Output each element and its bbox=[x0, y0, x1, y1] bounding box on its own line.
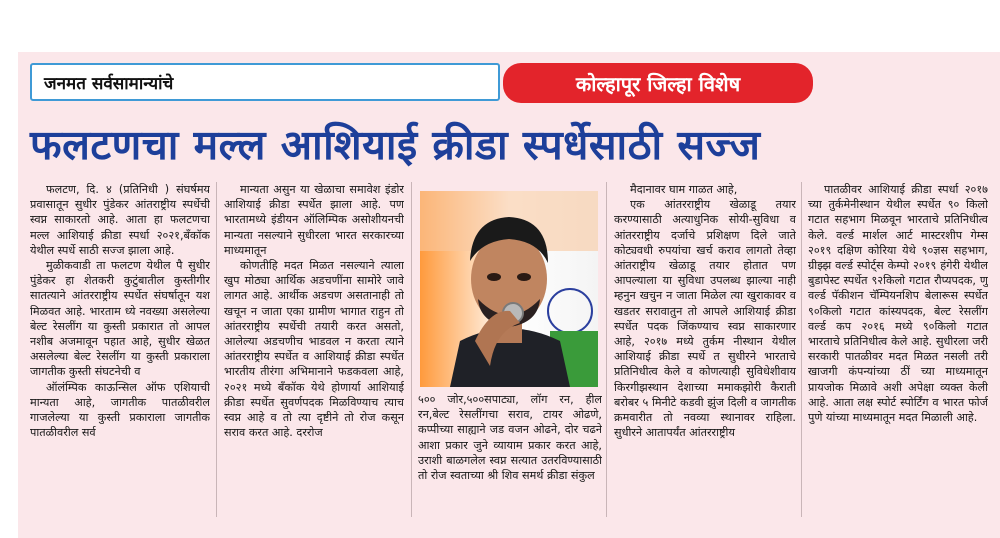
special-section-label: कोल्हापूर जिल्हा विशेष bbox=[575, 72, 741, 96]
section-label: जनमत सर्वसामान्यांचे bbox=[44, 74, 174, 94]
paragraph: मान्यता असुन या खेळाचा समावेश इंडोर आशियाई क्रीडा स्पर्धेत झाला आहे. पण भारतामध्ये इंडीयन ऑलिम्पिक असोशीयनची मान्यता नसल्याने सुधीरला भारत सरकारच्या माध्यमातून bbox=[224, 183, 404, 257]
column-divider bbox=[801, 182, 802, 517]
article-column-4 bbox=[808, 182, 988, 517]
paragraph: फलटण, दि. ४ (प्रतिनिधी ) संघर्षमय प्रवासातून सुधीर पुंडेकर आंतराष्ट्रीय स्पर्धेची स्वप्न साकारतो आहे. आता हा फलटणचा मल्ल आशियाई क्रीडा स्पर्धा २०२१,बँकॉक येथील स्पर्धे साठी सज्ज झाला आहे. bbox=[30, 183, 210, 257]
portrait-illustration bbox=[420, 191, 598, 387]
column-divider bbox=[606, 182, 607, 517]
paragraph: मैदानावर घाम गाळत आहे, bbox=[630, 183, 738, 196]
photo-caption-text: ५०० जोर,५००सपाट्या, लॉग रन, हील रन,बेल्ट रेसलींगचा सराव, टायर ओढणे, कप्पीच्या साह्याने जड वजन ओढने, दोर चढने आशा प्रकार जुने व्यायाम प्रकार करत आहे, उराशी बाळगलेल स्वप्न सत्यात उतरविण्यासाठी तो रोज स्वताच्या श्री शिव समर्थ क्रीडा संकुल bbox=[418, 393, 602, 483]
paragraph: पातळीवर आशियाई क्रीडा स्पर्धा २०१७ च्या तुर्कमेनीस्थान येथील स्पर्धेत ९० किलो गटात सहभाग मिळवून भारताचे प्रतिनिधीत्व केले. वर्ल्ड मार्शल आर्ट मास्टरशीप गेम्स २०१९ दक्षिण कोरिया येथे ९०ज्ञस सहभाग, ग्रीझ्झ वर्ल्ड स्पोर्ट्स केम्पो २०१९ हंगेरी येथील बुडापेस्ट स्पर्धेत ९२किलो गटात रौप्यपदक, णु वर्ल्ड पॅकीशन चॅम्पियनशिप बेलारूस स्पर्धेत ९०किलो गटात कांस्यपदक, बेल्ट रेसलींग वर्ल्ड कप २०१६ मध्ये ९०किलो गटात भारताचे प्रतिनिधीत्व केले आहे. सुधीरला जरी सरकारी पातळीवर मदत मिळत नसली तरी खाजगी कंपन्यांच्या ठीं च्या माध्यमातून प्रायजोक मिळावे अशी अपेक्षा व्यक्त केली आहे. आता लक्ष स्पोर्ट स्पोर्टिंग व भारत फोर्ज पुणे यांच्या माध्यमातून मदत मिळाली आहे. bbox=[808, 183, 988, 425]
paragraph: ऑलंम्पिक काऊन्सिल ऑफ एशियाची मान्यता आहे, जागतीक पातळीवरील गाजलेल्या या कुस्ती प्रकाराला जागतीक पातळीवरील सर्व bbox=[30, 380, 210, 440]
page-top-margin bbox=[0, 0, 1000, 52]
paragraph: कोणतीहि मदत मिळत नसल्याने त्याला खुप मोठ्या आर्थिक अडचणींना सामोरे जावे लागत आहे. आर्थीक अडचण असतानाही तो खचून न जाता एका ग्रामीण भागात राहुन तो आंतरराष्ट्रीय स्पर्धेची तयारी करत असतो, आलेल्या अडचणीच भाडवल न करता त्याने आंतरराष्ट्रीय स्पर्धेत व आशियाई क्रीडा स्पर्धेत भारतीय तीरंगा अभिमानाने फडकवला आहे, २०२१ मध्ये बँकॉक येथे होणार्या आशियाई क्रीडा स्पर्धेत सुवर्णपदक मिळविण्याच त्याच स्वप्न आहे व तो त्या दृष्टीने तो रोज कसून सराव करत आहे. दररोज bbox=[224, 259, 404, 440]
column-divider bbox=[216, 182, 217, 517]
paragraph: एक आंतरराष्ट्रीय खेळाडू तयार करण्यासाठी अत्याधुनिक सोयी-सुविधा व आंतरराष्ट्रीय दर्जाचे प्रशिक्षण दिले जाते कोट्यवधी रुपयांचा खर्च कराव लागतो तेव्हा आंतराष्ट्रीय खेळाडू तयार होतात पण आपल्याला या सुविधा उपलब्ध झाल्या नाही म्हनुन खचुन न जाता मिळेल त्या खुराकावर व खडतर सरावातुन तो आपले आशियाई क्रीडा स्पर्धेत पदक जिंकण्याच स्वप्न साकारणार आहे, २०१७ मध्ये तुर्कम नीस्थान येथील आशियाई क्रीडा स्पर्धे त सुधीरने भारताचे प्रतिनिधीत्व केले व कोणत्याही सुविधेशीवाय किरगीझस्थान देशाच्या ममाकझोरी कैराती बरोबर ५ मिनीटे कडवी झुंज दिली व जागतीक क्रमवारीत तो नवव्या स्थानावर राहिला. सुधीरने आतापर्यंत आंतरराष्ट्रीय bbox=[614, 198, 796, 440]
article-column-1 bbox=[30, 182, 210, 517]
article-column-3 bbox=[614, 182, 796, 517]
paragraph: मुळीकवाडी ता फलटण येथील पै सुधीर पुंडेकर हा शेतकरी कुटुंबातील कुस्तीगीर सातत्याने आंतरराष्ट्रीय स्पर्धेत संघर्षातून यश मिळवत आहे. भारताम ध्ये नवख्या असलेल्या बेल्ट रेसलींग या कुस्ती प्रकारात तो आपल नशीब अजमावून पहात आहे, सुधीर खेळत असलेल्या बेल्ट रेसलींग या कुस्ती प्रकाराला जागतीक कुस्ती संघटनेची व bbox=[30, 259, 210, 379]
article-headline: फलटणचा मल्ल आशियाई क्रीडा स्पर्धेसाठी सज्ज bbox=[30, 121, 761, 169]
article-column-2 bbox=[224, 182, 404, 517]
column-divider bbox=[411, 182, 412, 517]
special-section-banner bbox=[503, 63, 813, 103]
wrestler-photo bbox=[420, 191, 598, 387]
section-label-box bbox=[30, 63, 500, 101]
